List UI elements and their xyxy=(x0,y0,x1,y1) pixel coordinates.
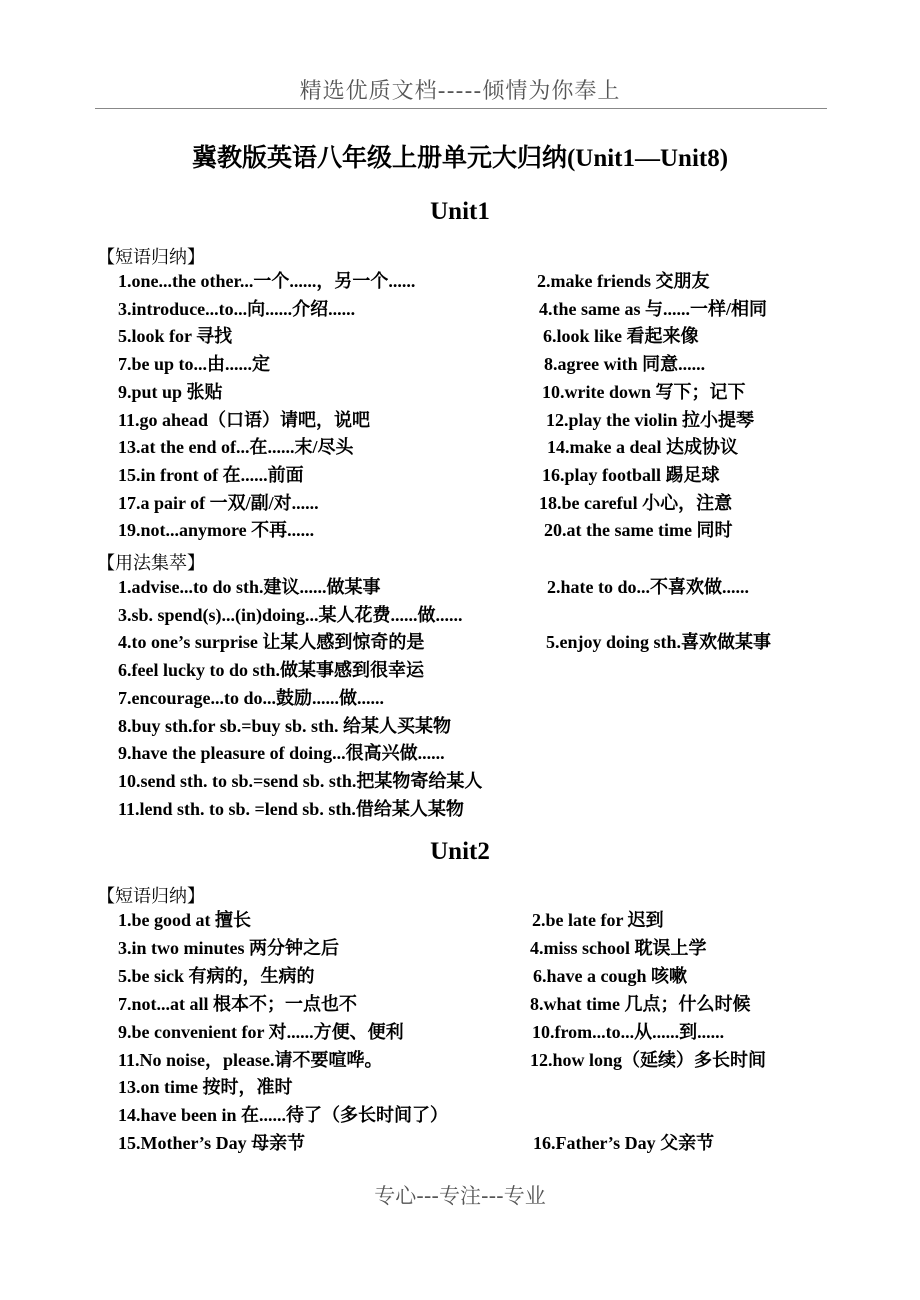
list-item xyxy=(0,629,920,656)
list-item xyxy=(0,657,920,684)
list-item xyxy=(0,935,920,962)
item-left-text: 9.have the pleasure of doing...很高兴做...... xyxy=(118,743,445,764)
item-right-text: 12.play the violin 拉小提琴 xyxy=(546,409,755,430)
item-right-text: 8.agree with 同意...... xyxy=(544,354,706,375)
item-right-text: 12.how long（延续）多长时间 xyxy=(530,1049,767,1070)
header-divider xyxy=(95,108,827,109)
item-right-text: 2.be late for 迟到 xyxy=(532,910,664,930)
list-item xyxy=(0,602,920,629)
item-right-text: 10.write down 写下；记下 xyxy=(542,381,746,402)
item-left-text: 8.buy sth.for sb.=buy sb. sth. 给某人买某物 xyxy=(118,715,452,736)
item-right-text: 16.Father’s Day 父亲节 xyxy=(533,1133,715,1154)
item-right-text: 10.from...to...从......到...... xyxy=(532,1021,725,1042)
item-right-text: 8.what time 几点；什么时候 xyxy=(530,993,751,1014)
item-left-text: 4.to one’s surprise 让某人感到惊奇的是 xyxy=(118,632,425,653)
page-header: 精选优质文档-----倾情为你奉上 xyxy=(299,79,621,104)
item-right-text: 5.enjoy doing sth.喜欢做某事 xyxy=(546,632,772,653)
item-left-text: 11.lend sth. to sb. =lend sb. sth.借给某人某物 xyxy=(118,798,464,819)
item-right-text: 14.make a deal 达成协议 xyxy=(547,437,738,458)
item-left-text: 19.not...anymore 不再...... xyxy=(118,520,315,541)
unit2-title: Unit2 xyxy=(430,838,490,865)
list-item xyxy=(0,740,920,767)
list-item xyxy=(0,379,920,406)
item-left-text: 11.No noise，please.请不要喧哗。 xyxy=(118,1049,383,1070)
item-left-text: 5.be sick 有病的，生病的 xyxy=(118,965,315,986)
page-footer: 专心---专注---专业 xyxy=(374,1184,546,1208)
item-left-text: 3.sb. spend(s)...(in)doing...某人花费......做...... xyxy=(118,604,463,625)
item-right-text: 16.play football 踢足球 xyxy=(542,464,720,485)
unit1-title: Unit1 xyxy=(430,198,490,225)
list-item xyxy=(0,796,920,823)
item-left-text: 17.a pair of 一双/副/对...... xyxy=(118,492,319,513)
item-left-text: 11.go ahead（口语）请吧，说吧 xyxy=(118,409,371,430)
document-title: 冀教版英语八年级上册单元大归纳(Unit1—Unit8) xyxy=(191,145,729,172)
list-item xyxy=(0,1074,920,1101)
item-left-text: 7.be up to...由......定 xyxy=(118,354,271,375)
list-item xyxy=(0,1102,920,1129)
item-left-text: 14.have been in 在......待了（多长时间了） xyxy=(118,1105,449,1126)
list-item xyxy=(0,323,920,350)
item-right-text: 6.have a cough 咳嗽 xyxy=(533,965,688,986)
item-right-text: 4.miss school 耽误上学 xyxy=(530,937,707,958)
list-item xyxy=(0,490,920,517)
item-right-text: 2.make friends 交朋友 xyxy=(537,271,710,291)
item-left-text: 15.in front of 在......前面 xyxy=(118,464,304,485)
item-left-text: 1.be good at 擅长 xyxy=(118,910,252,930)
list-item xyxy=(0,517,920,544)
list-item xyxy=(0,991,920,1018)
item-left-text: 1.advise...to do sth.建议......做某事 xyxy=(118,577,381,597)
item-left-text: 5.look for 寻找 xyxy=(118,326,233,347)
list-item xyxy=(0,268,920,295)
unit1-phrases-heading: 【短语归纳】 xyxy=(97,247,205,268)
list-item xyxy=(0,963,920,990)
item-left-text: 7.encourage...to do...鼓励......做...... xyxy=(118,687,384,708)
item-left-text: 13.at the end of...在......末/尽头 xyxy=(118,437,354,458)
list-item xyxy=(0,907,920,934)
item-left-text: 7.not...at all 根本不；一点也不 xyxy=(118,993,358,1014)
item-left-text: 6.feel lucky to do sth.做某事感到很幸运 xyxy=(118,660,424,681)
item-left-text: 10.send sth. to sb.=send sb. sth.把某物寄给某人 xyxy=(118,770,483,791)
item-left-text: 3.in two minutes 两分钟之后 xyxy=(118,937,340,958)
list-item xyxy=(0,462,920,489)
item-left-text: 15.Mother’s Day 母亲节 xyxy=(118,1133,306,1154)
list-item xyxy=(0,296,920,323)
unit2-phrases-heading: 【短语归纳】 xyxy=(97,886,205,907)
item-right-text: 20.at the same time 同时 xyxy=(544,520,733,541)
item-right-text: 2.hate to do...不喜欢做...... xyxy=(547,577,749,597)
list-item xyxy=(0,713,920,740)
item-right-text: 18.be careful 小心，注意 xyxy=(539,492,733,513)
list-item xyxy=(0,768,920,795)
item-left-text: 3.introduce...to...向......介绍...... xyxy=(118,298,356,319)
list-item xyxy=(0,1019,920,1046)
item-left-text: 1.one...the other...一个......，另一个...... xyxy=(118,271,416,291)
item-left-text: 13.on time 按时，准时 xyxy=(118,1077,293,1098)
unit1-usage-heading: 【用法集萃】 xyxy=(97,553,205,574)
list-item xyxy=(0,685,920,712)
item-right-text: 6.look like 看起来像 xyxy=(543,326,699,347)
list-item xyxy=(0,351,920,378)
list-item xyxy=(0,407,920,434)
list-item xyxy=(0,1130,920,1157)
item-right-text: 4.the same as 与......一样/相同 xyxy=(539,298,767,319)
list-item xyxy=(0,434,920,461)
item-left-text: 9.put up 张贴 xyxy=(118,381,223,402)
list-item xyxy=(0,574,920,601)
item-left-text: 9.be convenient for 对......方便、便利 xyxy=(118,1021,404,1042)
list-item xyxy=(0,1047,920,1074)
